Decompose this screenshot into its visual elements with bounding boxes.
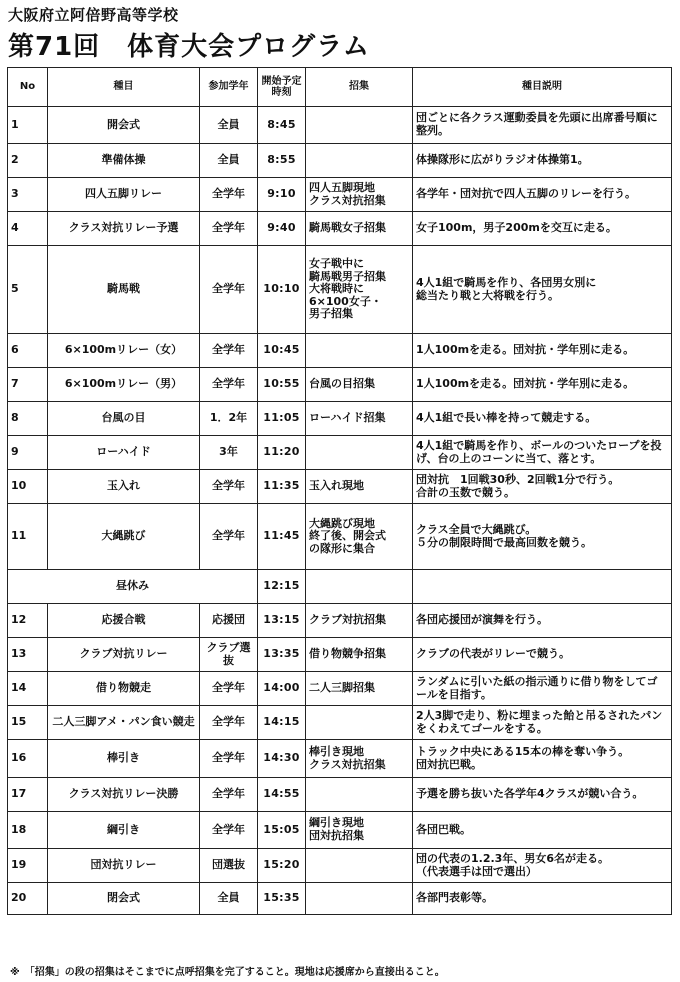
row-time: 10:45 — [258, 334, 306, 368]
row-grade: 全学年 — [200, 706, 258, 740]
row-time: 11:05 — [258, 402, 306, 436]
row-event: 台風の目 — [48, 402, 200, 436]
row-time: 15:20 — [258, 849, 306, 883]
row-recruit: 二人三脚招集 — [306, 672, 413, 706]
row-event: クラス対抗リレー予選 — [48, 212, 200, 246]
row-event: 開会式 — [48, 107, 200, 144]
row-grade: 3年 — [200, 436, 258, 470]
row-recruit — [306, 706, 413, 740]
table-row — [8, 849, 672, 883]
row-description: 団ごとに各クラス運動委員を先頭に出席番号順に整列。 — [413, 107, 672, 144]
row-description: 体操隊形に広がりラジオ体操第1。 — [413, 144, 672, 178]
row-grade: 1．2年 — [200, 402, 258, 436]
row-event: 6×100mリレー（男） — [48, 368, 200, 402]
row-event: 棒引き — [48, 740, 200, 778]
row-grade: 全学年 — [200, 212, 258, 246]
page-title: 第71回 体育大会プログラム — [8, 32, 370, 62]
table-row — [8, 883, 672, 915]
row-description: 1人100mを走る。団対抗・学年別に走る。 — [413, 368, 672, 402]
school-name: 大阪府立阿倍野高等学校 — [8, 6, 179, 24]
row-no: 1 — [8, 107, 48, 144]
row-no: 17 — [8, 778, 48, 812]
row-grade: クラブ選抜 — [200, 638, 258, 672]
row-description: 4人1組で騎馬を作り、各団男女別に 総当たり戦と大将戦を行う。 — [413, 246, 672, 334]
row-event: クラブ対抗リレー — [48, 638, 200, 672]
row-no: 8 — [8, 402, 48, 436]
row-description: 各部門表彰等。 — [413, 883, 672, 915]
table-row — [8, 212, 672, 246]
table-row — [8, 740, 672, 778]
row-no: 16 — [8, 740, 48, 778]
row-grade: 全学年 — [200, 672, 258, 706]
row-event: 綱引き — [48, 812, 200, 849]
row-time: 9:10 — [258, 178, 306, 212]
row-recruit: 大縄跳び現地 終了後、開会式 の隊形に集合 — [306, 504, 413, 570]
row-time: 14:00 — [258, 672, 306, 706]
table-row — [8, 246, 672, 334]
col-header-event: 種目 — [48, 68, 200, 107]
col-header-no: No — [8, 68, 48, 107]
row-time: 15:35 — [258, 883, 306, 915]
row-description: 各学年・団対抗で四人五脚のリレーを行う。 — [413, 178, 672, 212]
row-grade: 全学年 — [200, 178, 258, 212]
table-row — [8, 672, 672, 706]
row-time: 8:45 — [258, 107, 306, 144]
row-time: 14:15 — [258, 706, 306, 740]
row-recruit: 玉入れ現地 — [306, 470, 413, 504]
row-recruit: 四人五脚現地 クラス対抗招集 — [306, 178, 413, 212]
row-description: 各団巴戦。 — [413, 812, 672, 849]
row-time: 10:10 — [258, 246, 306, 334]
table-row — [8, 470, 672, 504]
row-description: トラック中央にある15本の棒を奪い争う。 団対抗巴戦。 — [413, 740, 672, 778]
row-grade: 応援団 — [200, 604, 258, 638]
row-grade: 団選抜 — [200, 849, 258, 883]
row-event: 準備体操 — [48, 144, 200, 178]
row-no: 4 — [8, 212, 48, 246]
table-row — [8, 778, 672, 812]
row-description: 1人100mを走る。団対抗・学年別に走る。 — [413, 334, 672, 368]
row-no: 14 — [8, 672, 48, 706]
table-row — [8, 334, 672, 368]
row-recruit — [306, 778, 413, 812]
row-no: 15 — [8, 706, 48, 740]
row-no: 11 — [8, 504, 48, 570]
row-description: 予選を勝ち抜いた各学年4クラスが競い合う。 — [413, 778, 672, 812]
row-recruit — [306, 107, 413, 144]
row-event: 6×100mリレー（女） — [48, 334, 200, 368]
row-no: 3 — [8, 178, 48, 212]
table-row — [8, 368, 672, 402]
row-event: 四人五脚リレー — [48, 178, 200, 212]
row-no: 19 — [8, 849, 48, 883]
row-grade: 全学年 — [200, 778, 258, 812]
row-no: 5 — [8, 246, 48, 334]
row-time: 15:05 — [258, 812, 306, 849]
row-event: 二人三脚アメ・パン食い競走 — [48, 706, 200, 740]
row-description: 女子100m，男子200mを交互に走る。 — [413, 212, 672, 246]
row-recruit: 借り物競争招集 — [306, 638, 413, 672]
row-recruit: 綱引き現地 団対抗招集 — [306, 812, 413, 849]
row-grade: 全学年 — [200, 740, 258, 778]
row-time: 11:45 — [258, 504, 306, 570]
row-recruit: クラブ対抗招集 — [306, 604, 413, 638]
col-header-description: 種目説明 — [413, 68, 672, 107]
row-grade: 全員 — [200, 883, 258, 915]
row-event: 玉入れ — [48, 470, 200, 504]
table-header-row — [8, 68, 672, 107]
row-description: 団対抗 1回戦30秒、2回戦1分で行う。 合計の玉数で競う。 — [413, 470, 672, 504]
row-description: 2人3脚で走り、粉に埋まった飴と吊るされたパンをくわえてゴールをする。 — [413, 706, 672, 740]
row-time: 13:15 — [258, 604, 306, 638]
row-recruit — [306, 849, 413, 883]
row-event: クラス対抗リレー決勝 — [48, 778, 200, 812]
row-description: クラブの代表がリレーで競う。 — [413, 638, 672, 672]
row-time: 9:40 — [258, 212, 306, 246]
col-header-time: 開始予定 時刻 — [258, 68, 306, 107]
row-grade: 全学年 — [200, 368, 258, 402]
table-row — [8, 107, 672, 144]
row-time: 11:20 — [258, 436, 306, 470]
row-description: 各団応援団が演舞を行う。 — [413, 604, 672, 638]
row-time: 12:15 — [258, 570, 306, 604]
col-header-grade: 参加学年 — [200, 68, 258, 107]
row-no: 20 — [8, 883, 48, 915]
row-event: 騎馬戦 — [48, 246, 200, 334]
row-recruit: 棒引き現地 クラス対抗招集 — [306, 740, 413, 778]
table-row — [8, 604, 672, 638]
row-recruit: ローハイド招集 — [306, 402, 413, 436]
table-row-lunch — [8, 570, 672, 604]
row-event: 閉会式 — [48, 883, 200, 915]
row-no: 9 — [8, 436, 48, 470]
table-row — [8, 436, 672, 470]
row-no: 13 — [8, 638, 48, 672]
table-row — [8, 812, 672, 849]
row-grade: 全学年 — [200, 504, 258, 570]
footnote: ※ 「招集」の段の招集はそこまでに点呼招集を完了すること。現地は応援席から直接出ること。 — [10, 967, 445, 978]
row-no: 18 — [8, 812, 48, 849]
row-grade: 全員 — [200, 144, 258, 178]
row-grade: 全学年 — [200, 246, 258, 334]
row-recruit: 女子戦中に 騎馬戦男子招集 大将戦時に 6×100女子・ 男子招集 — [306, 246, 413, 334]
row-event: 昼休み — [8, 570, 258, 604]
row-no: 6 — [8, 334, 48, 368]
row-event: ローハイド — [48, 436, 200, 470]
row-description: 団の代表の1.2.3年、男女6名が走る。 （代表選手は団で選出） — [413, 849, 672, 883]
row-event: 大縄跳び — [48, 504, 200, 570]
program-table — [7, 67, 672, 915]
row-no: 12 — [8, 604, 48, 638]
table-row — [8, 144, 672, 178]
table-row — [8, 706, 672, 740]
row-time: 14:55 — [258, 778, 306, 812]
row-recruit: 台風の目招集 — [306, 368, 413, 402]
row-grade: 全学年 — [200, 812, 258, 849]
row-time: 11:35 — [258, 470, 306, 504]
row-recruit — [306, 334, 413, 368]
row-description: 4人1組で長い棒を持って競走する。 — [413, 402, 672, 436]
row-time: 8:55 — [258, 144, 306, 178]
table-row — [8, 638, 672, 672]
row-description: 4人1組で騎馬を作り、ボールのついたロープを投げ、台の上のコーンに当て、落とす。 — [413, 436, 672, 470]
row-time: 10:55 — [258, 368, 306, 402]
table-row — [8, 178, 672, 212]
table-row — [8, 504, 672, 570]
row-event: 団対抗リレー — [48, 849, 200, 883]
row-no: 10 — [8, 470, 48, 504]
row-description — [413, 570, 672, 604]
row-grade: 全学年 — [200, 334, 258, 368]
row-recruit — [306, 436, 413, 470]
row-recruit — [306, 144, 413, 178]
row-description: ランダムに引いた紙の指示通りに借り物をしてゴールを目指す。 — [413, 672, 672, 706]
row-recruit: 騎馬戦女子招集 — [306, 212, 413, 246]
row-no: 2 — [8, 144, 48, 178]
row-description: クラス全員で大縄跳び。 ５分の制限時間で最高回数を競う。 — [413, 504, 672, 570]
row-grade: 全員 — [200, 107, 258, 144]
row-grade: 全学年 — [200, 470, 258, 504]
row-recruit — [306, 883, 413, 915]
row-recruit — [306, 570, 413, 604]
row-time: 14:30 — [258, 740, 306, 778]
row-event: 応援合戦 — [48, 604, 200, 638]
table-row — [8, 402, 672, 436]
row-no: 7 — [8, 368, 48, 402]
row-time: 13:35 — [258, 638, 306, 672]
row-event: 借り物競走 — [48, 672, 200, 706]
col-header-recruit: 招集 — [306, 68, 413, 107]
